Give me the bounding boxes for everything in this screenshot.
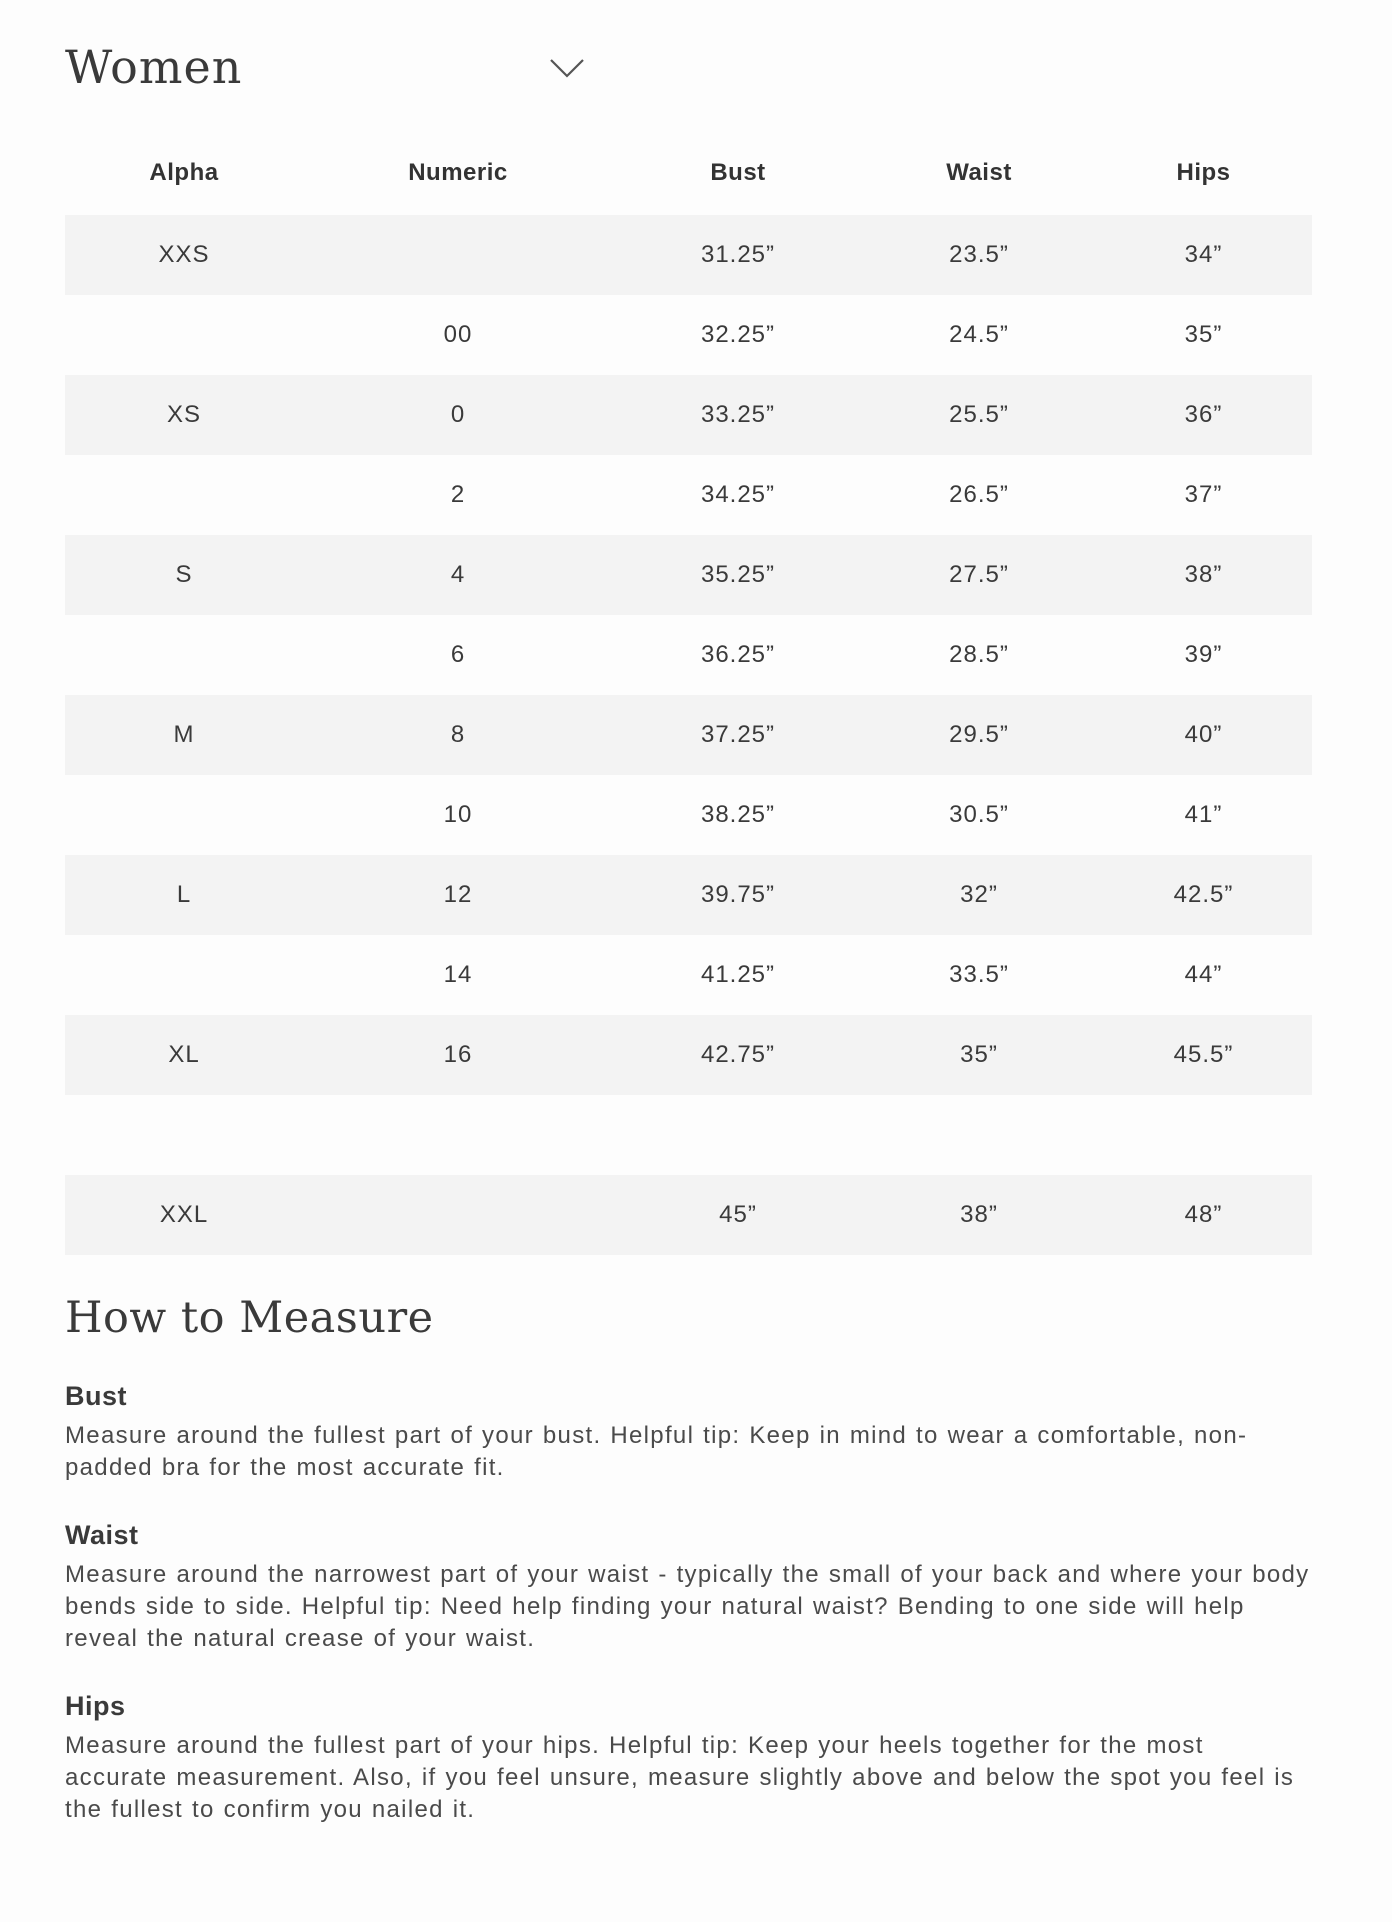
table-row <box>65 1175 1312 1255</box>
measure-item-bust <box>65 1381 1312 1484</box>
table-row <box>65 855 1312 935</box>
cell-numeric: 00 <box>443 321 473 348</box>
cell-hips: 40” <box>1095 695 1312 775</box>
how-to-measure-section <box>65 1293 1312 1826</box>
cell-bust: 41.25” <box>700 961 776 988</box>
cell-alpha: XL <box>65 1015 303 1095</box>
size-chart-table <box>65 130 1312 1255</box>
cell-alpha <box>65 935 303 1015</box>
cell-waist: 23.5” <box>863 215 1095 295</box>
table-row <box>65 775 1312 855</box>
cell-alpha <box>65 1095 303 1175</box>
cell-waist: 28.5” <box>949 641 1009 668</box>
cell-numeric: 2 <box>450 481 466 508</box>
cell-bust: 31.25” <box>613 215 863 295</box>
cell-numeric: 6 <box>450 641 466 668</box>
cell-hips: 45.5” <box>1095 1015 1312 1095</box>
measure-item-heading: Hips <box>65 1691 126 1721</box>
measure-item-heading: Bust <box>65 1381 127 1411</box>
cell-numeric: 4 <box>303 535 613 615</box>
table-row <box>65 295 1312 375</box>
cell-waist: 24.5” <box>949 321 1009 348</box>
cell-numeric <box>303 1095 613 1175</box>
cell-numeric: 14 <box>443 961 473 988</box>
cell-bust: 39.75” <box>613 855 863 935</box>
cell-numeric: 12 <box>303 855 613 935</box>
measure-item-hips <box>65 1691 1312 1826</box>
cell-numeric: 8 <box>303 695 613 775</box>
measure-item-text: Measure around the fullest part of your bust. Helpful tip: Keep in mind to wear a comfortable, non-padded bra for the most accurate fit. <box>65 1422 1248 1481</box>
cell-numeric: 0 <box>303 375 613 455</box>
cell-waist: 32” <box>863 855 1095 935</box>
table-row <box>65 215 1312 295</box>
cell-waist: 29.5” <box>863 695 1095 775</box>
table-row <box>65 1095 1312 1175</box>
cell-waist: 25.5” <box>863 375 1095 455</box>
cell-numeric: 16 <box>303 1015 613 1095</box>
cell-bust: 35.25” <box>613 535 863 615</box>
cell-alpha: XXL <box>65 1175 303 1255</box>
table-row <box>65 375 1312 455</box>
table-row <box>65 935 1312 1015</box>
table-row <box>65 1015 1312 1095</box>
cell-alpha <box>65 455 303 535</box>
table-row <box>65 455 1312 535</box>
category-title: Women <box>65 40 243 94</box>
cell-numeric <box>303 1175 613 1255</box>
cell-waist: 33.5” <box>949 961 1009 988</box>
cell-alpha: XXS <box>65 215 303 295</box>
cell-bust: 34.25” <box>700 481 776 508</box>
cell-waist <box>863 1095 1095 1175</box>
header-bust: Bust <box>710 158 766 186</box>
cell-hips: 37” <box>1184 481 1223 508</box>
header-hips: Hips <box>1176 158 1231 186</box>
table-row <box>65 535 1312 615</box>
header-alpha: Alpha <box>149 158 219 186</box>
table-row <box>65 615 1312 695</box>
cell-waist: 38” <box>863 1175 1095 1255</box>
cell-hips: 44” <box>1184 961 1223 988</box>
cell-waist: 35” <box>863 1015 1095 1095</box>
size-guide <box>65 0 1312 1862</box>
measure-item-heading: Waist <box>65 1520 139 1550</box>
measure-item-text: Measure around the fullest part of your hips. Helpful tip: Keep your heels together for the most accurate measurement. Also, if you feel unsure, measure slightly above and below the spot you feel is the fullest to confirm you nailed it. <box>65 1732 1295 1823</box>
cell-hips: 35” <box>1184 321 1223 348</box>
cell-hips: 38” <box>1095 535 1312 615</box>
cell-alpha: S <box>65 535 303 615</box>
cell-alpha <box>65 615 303 695</box>
chevron-down-icon[interactable] <box>549 56 585 80</box>
category-dropdown[interactable] <box>65 0 595 130</box>
header-numeric: Numeric <box>408 158 508 186</box>
cell-waist: 26.5” <box>949 481 1009 508</box>
cell-bust <box>613 1095 863 1175</box>
cell-bust: 36.25” <box>700 641 776 668</box>
cell-alpha: XS <box>65 375 303 455</box>
cell-bust: 38.25” <box>700 801 776 828</box>
cell-hips: 39” <box>1184 641 1223 668</box>
cell-alpha <box>65 295 303 375</box>
cell-bust: 42.75” <box>613 1015 863 1095</box>
cell-hips: 34” <box>1095 215 1312 295</box>
header-waist: Waist <box>946 158 1012 186</box>
cell-hips: 48” <box>1095 1175 1312 1255</box>
cell-bust: 33.25” <box>613 375 863 455</box>
cell-hips: 36” <box>1095 375 1312 455</box>
cell-alpha <box>65 775 303 855</box>
cell-bust: 32.25” <box>700 321 776 348</box>
cell-alpha: L <box>65 855 303 935</box>
table-header-row <box>65 130 1312 215</box>
cell-hips: 41” <box>1184 801 1223 828</box>
table-row <box>65 695 1312 775</box>
cell-bust: 45” <box>613 1175 863 1255</box>
cell-waist: 30.5” <box>949 801 1009 828</box>
measure-item-waist <box>65 1520 1312 1655</box>
cell-numeric <box>303 215 613 295</box>
cell-alpha: M <box>65 695 303 775</box>
cell-numeric: 10 <box>443 801 473 828</box>
cell-bust: 37.25” <box>613 695 863 775</box>
measure-item-text: Measure around the narrowest part of your waist - typically the small of your back and where your body bends side to side. Helpful tip: Need help finding your natural waist? Bending to one side will help reveal the natural crease of your waist. <box>65 1561 1310 1652</box>
cell-hips: 42.5” <box>1095 855 1312 935</box>
cell-hips <box>1095 1095 1312 1175</box>
cell-waist: 27.5” <box>863 535 1095 615</box>
how-to-measure-title: How to Measure <box>65 1293 434 1343</box>
